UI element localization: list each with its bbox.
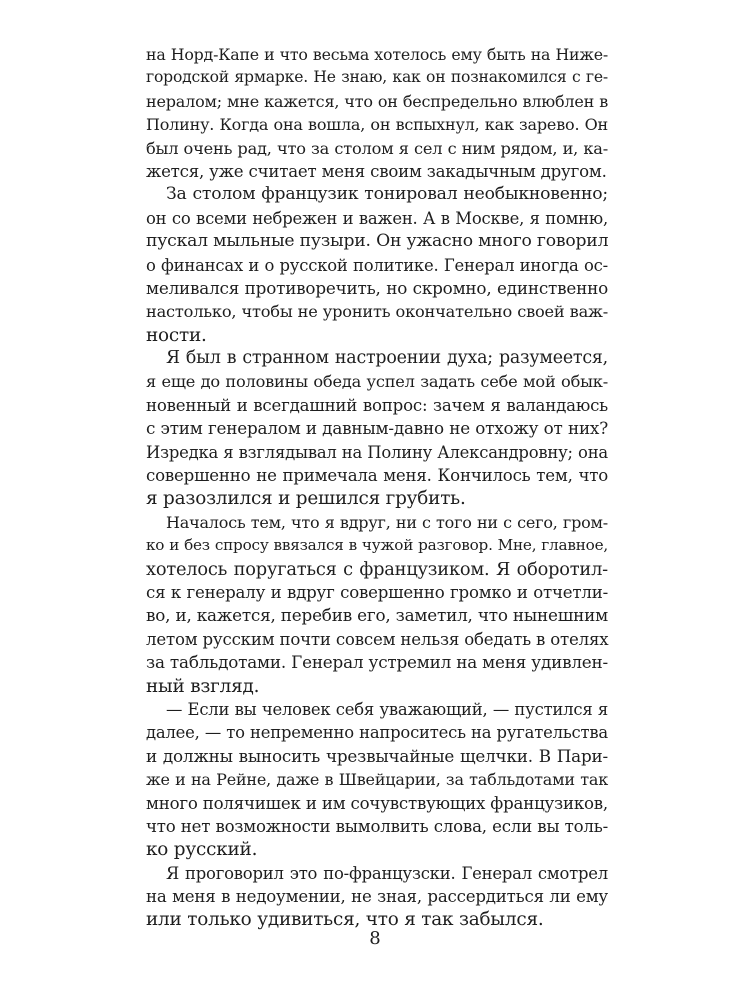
- text-line: — Если вы человек себя уважающий, — пустился я: [166, 699, 608, 719]
- text-line: летом русским почти совсем нельзя обедать в отелях: [146, 629, 609, 649]
- text-line: Я проговорил это по-французски. Генерал смотрел: [166, 863, 608, 883]
- text-line: Началось тем, что я вдруг, ни с того ни с сего, гром-: [166, 512, 608, 532]
- text-line: или только удивиться, что я так забылся.: [146, 909, 544, 931]
- text-line: Я был в странном настроении духа; разумеется,: [166, 348, 608, 369]
- text-line: о финансах и о русской политике. Генерал иногда ос-: [146, 255, 608, 275]
- text-line: и должны выносить чрезвычайные щелчки. В Пари-: [146, 745, 608, 766]
- text-line: ко русский.: [146, 839, 258, 861]
- text-line: был очень рад, что за столом я сел с ним рядом, и, ка-: [146, 138, 608, 158]
- text-line: же и на Рейне, даже в Швейцарии, за табльдотами так: [146, 770, 608, 790]
- text-line: ся к генералу и вдруг совершенно громко и отчетли-: [146, 582, 608, 602]
- text-line: хотелось поругаться с французиком. Я оборотил-: [146, 558, 608, 580]
- text-line: с этим генералом и давным-давно не отхожу от них?: [146, 418, 608, 439]
- text-line: за табльдотами. Генерал устремил на меня удивлен-: [146, 652, 608, 673]
- text-line: нералом; мне кажется, что он беспредельно влюблен в: [146, 91, 608, 111]
- text-line: на меня в недоумении, не зная, рассердиться ли ему: [146, 887, 608, 907]
- text-line: я разозлился и решился грубить.: [146, 488, 466, 510]
- text-line: совершенно не примечала меня. Кончилось тем, что: [146, 466, 608, 486]
- text-line: ко и без спросу ввязался в чужой разговор. Мне, главное,: [146, 536, 608, 555]
- text-line: настолько, чтобы не уронить окончательно своей важ-: [146, 302, 608, 322]
- page-number: 8: [369, 928, 381, 949]
- text-line: Изредка я взглядывал на Полину Александровну; она: [146, 442, 608, 462]
- text-line: За столом французик тонировал необыкновенно;: [166, 184, 608, 205]
- text-line: пускал мыльные пузыри. Он ужасно много говорил: [146, 231, 609, 252]
- text-line: во, и, кажется, перебив его, заметил, что нынешним: [146, 605, 608, 626]
- text-line: далее, — то непременно напроситесь на ругательства: [146, 723, 608, 743]
- text-line: ный взгляд.: [146, 675, 260, 697]
- page-text-block: [146, 43, 608, 932]
- text-line: меливался противоречить, но скромно, единственно: [146, 277, 608, 298]
- text-line: что нет возможности вымолвить слова, если вы толь-: [146, 816, 608, 836]
- text-line: ности.: [146, 324, 207, 346]
- text-line: я еще до половины обеда успел задать себе мой обык-: [146, 372, 608, 392]
- text-line: Полину. Когда она вошла, он вспыхнул, как зарево. Он: [146, 115, 608, 135]
- text-line: много полячишек и им сочувствующих французиков,: [146, 793, 608, 813]
- text-line: на Норд-Капе и что весьма хотелось ему быть на Ниже-: [146, 45, 608, 64]
- text-line: новенный и всегдашний вопрос: зачем я валандаюсь: [146, 395, 608, 415]
- text-line: городской ярмарке. Не знаю, как он познакомился с ге-: [146, 68, 608, 87]
- text-line: он со всеми небрежен и важен. А в Москве, я помню,: [146, 208, 608, 228]
- text-line: жется, уже считает меня своим закадычным другом.: [146, 161, 607, 181]
